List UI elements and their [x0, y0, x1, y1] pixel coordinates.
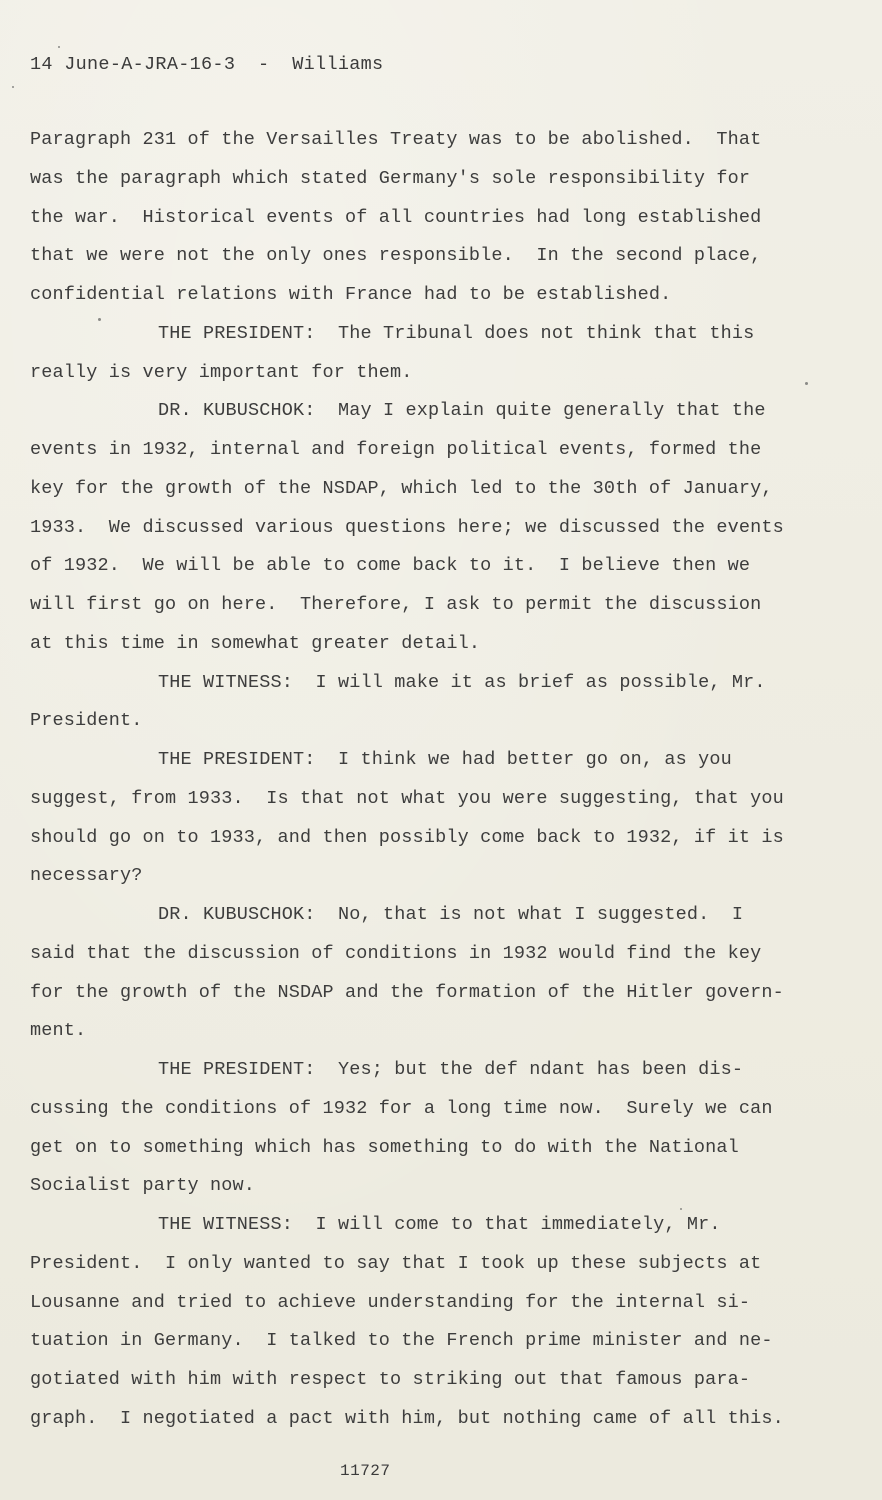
text-line: of 1932. We will be able to come back to it. I believe then we [30, 555, 751, 577]
text-line: confidential relations with France had to be established. [30, 284, 672, 305]
paper-speck [805, 382, 808, 385]
text-line: will first go on here. Therefore, I ask to permit the discussion [30, 594, 762, 615]
text-line: graph. I negotiated a pact with him, but nothing came of all this. [30, 1407, 784, 1429]
text-line: said that the discussion of conditions in 1932 would find the key [30, 942, 762, 964]
text-line: THE PRESIDENT: I think we had better go on, as you [158, 749, 732, 770]
text-line: at this time in somewhat greater detail. [30, 632, 481, 654]
text-line: key for the growth of the NSDAP, which led to the 30th of January, [30, 477, 773, 499]
text-line: really is very important for them. [30, 361, 413, 383]
text-line: DR. KUBUSCHOK: No, that is not what I suggested. I [158, 904, 744, 925]
transcript-body [30, 121, 820, 1439]
text-line: THE WITNESS: I will make it as brief as possible, Mr. [158, 671, 766, 693]
paper-speck [12, 86, 14, 88]
text-line: gotiated with him with respect to striking out that famous para- [30, 1369, 751, 1390]
text-line: THE PRESIDENT: Yes; but the def ndant has been dis- [158, 1059, 744, 1080]
text-line: necessary? [30, 865, 143, 887]
text-line: should go on to 1933, and then possibly come back to 1932, if it is [30, 826, 784, 848]
page-number: 11727 [340, 1462, 391, 1480]
text-line: get on to something which has something to do with the National [30, 1136, 739, 1158]
text-line: THE PRESIDENT: The Tribunal does not think that this [158, 322, 755, 344]
text-line: ment. [30, 1020, 87, 1042]
text-line: DR. KUBUSCHOK: May I explain quite generally that the [158, 400, 766, 422]
paper-speck [680, 1208, 682, 1210]
page-header: 14 June-A-JRA-16-3 - Williams [30, 54, 384, 75]
paper-speck [98, 318, 101, 321]
text-line: for the growth of the NSDAP and the formation of the Hitler govern- [30, 981, 784, 1003]
text-line: that we were not the only ones responsible. In the second place, [30, 245, 762, 267]
text-line: the war. Historical events of all countries had long established [30, 206, 762, 228]
text-line: suggest, from 1933. Is that not what you were suggesting, that you [30, 787, 784, 809]
text-line: President. [30, 710, 143, 732]
text-line: Paragraph 231 of the Versailles Treaty was to be abolished. That [30, 129, 762, 150]
text-line: events in 1932, internal and foreign political events, formed the [30, 439, 762, 460]
paper-speck [58, 46, 60, 48]
text-line: tuation in Germany. I talked to the French prime minister and ne- [30, 1330, 773, 1352]
text-line: was the paragraph which stated Germany's sole responsibility for [30, 167, 751, 189]
text-line: cussing the conditions of 1932 for a long time now. Surely we can [30, 1097, 773, 1119]
text-line: Lousanne and tried to achieve understanding for the internal si- [30, 1291, 751, 1313]
text-line: President. I only wanted to say that I took up these subjects at [30, 1252, 762, 1274]
text-line: Socialist party now. [30, 1175, 256, 1197]
text-line: THE WITNESS: I will come to that immediately, Mr. [158, 1214, 721, 1235]
text-line: 1933. We discussed various questions here; we discussed the events [30, 516, 784, 538]
